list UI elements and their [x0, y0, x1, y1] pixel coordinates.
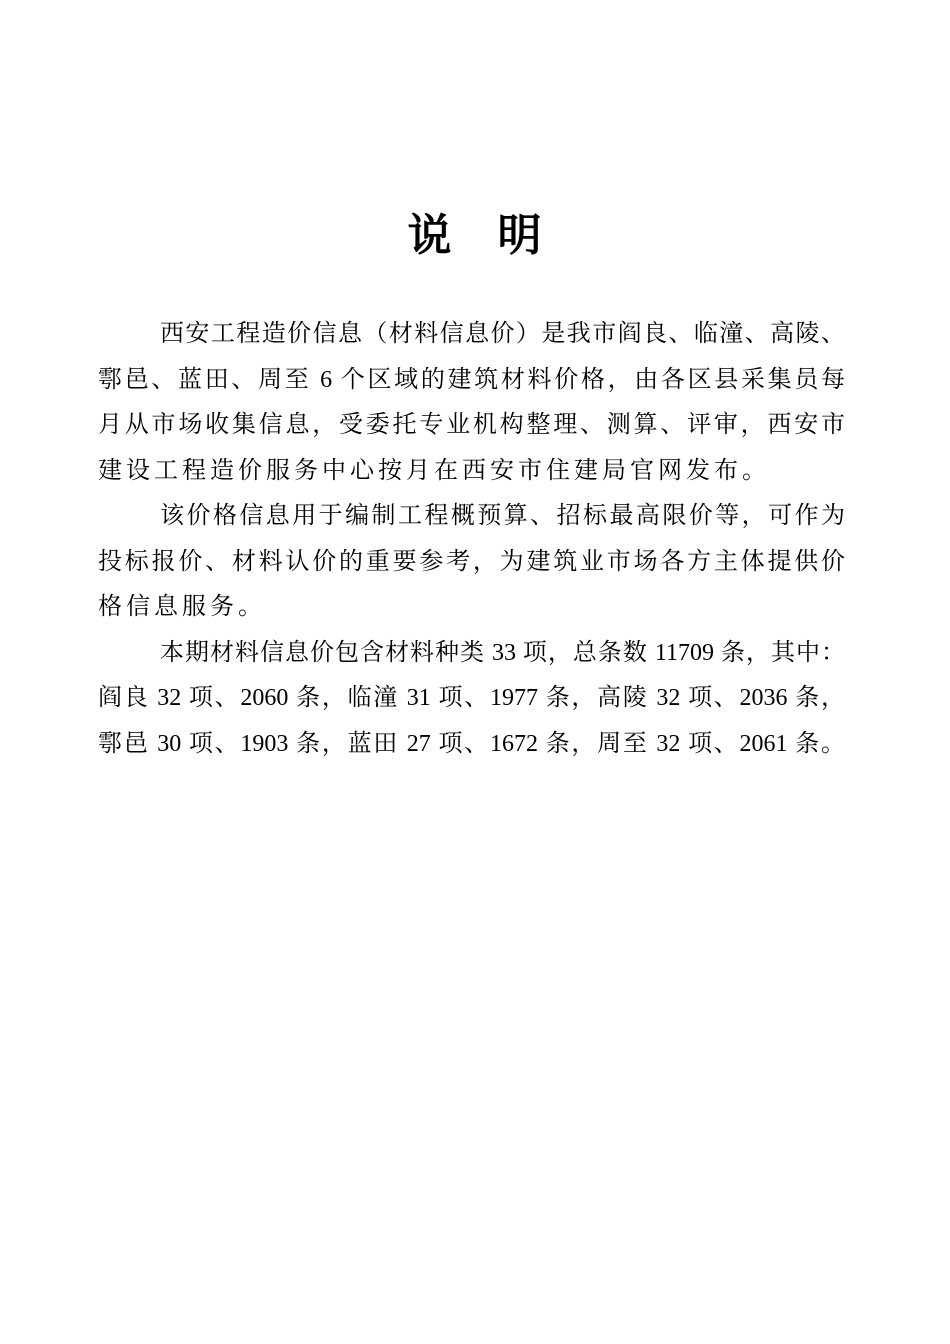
text-line: 月从市场收集信息，受委托专业机构整理、测算、评审，西安市: [98, 412, 845, 438]
page-title: 说 明: [407, 211, 543, 260]
text-line: 鄠邑 30 项、1903 条，蓝田 27 项、1672 条，周至 32 项、2061 条。: [98, 730, 845, 757]
text-line: 建设工程造价服务中心按月在西安市住建局官网发布。: [98, 457, 770, 484]
text-line: 该价格信息用于编制工程概预算、招标最高限价等，可作为: [160, 503, 845, 529]
paragraph-statistics: [98, 631, 845, 768]
text-line: 格信息服务。: [98, 594, 266, 620]
paragraph-usage: [98, 494, 845, 631]
text-line: 阎良 32 项、2060 条，临潼 31 项、1977 条，高陵 32 项、2036 条，: [98, 685, 845, 711]
text-line: 本期材料信息价包含材料种类 33 项，总条数 11709 条，其中：: [160, 639, 845, 666]
document-body: [98, 312, 845, 767]
text-line: 投标报价、材料认价的重要参考，为建筑业市场各方主体提供价: [98, 548, 845, 575]
paragraph-overview: [98, 312, 845, 494]
text-line: 鄠邑、蓝田、周至 6 个区域的建筑材料价格，由各区县采集员每: [98, 366, 845, 393]
text-line: 西安工程造价信息（材料信息价）是我市阎良、临潼、高陵、: [160, 321, 845, 347]
